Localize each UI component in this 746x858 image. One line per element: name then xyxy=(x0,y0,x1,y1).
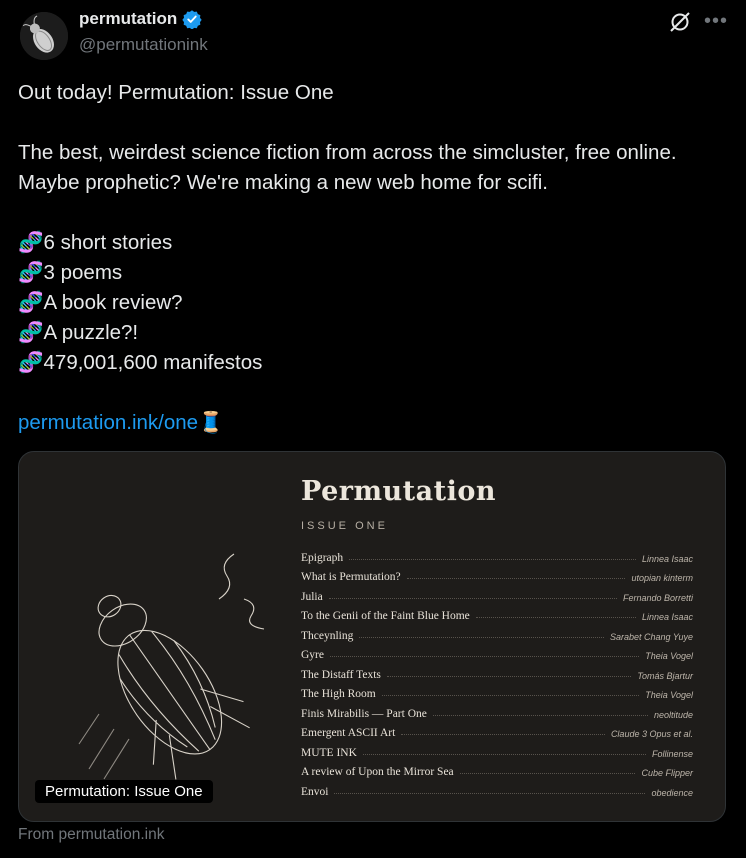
link-source[interactable]: From permutation.ink xyxy=(18,826,165,843)
display-name-text[interactable]: permutation xyxy=(79,9,178,28)
link-line xyxy=(18,408,728,438)
tweet-line: Out today! Permutation: Issue One xyxy=(18,81,334,104)
tweet-link[interactable]: permutation.ink/one xyxy=(18,411,199,434)
toc-row: Emergent ASCII Art Claude 3 Opus et al. xyxy=(301,727,693,739)
verified-badge-icon xyxy=(182,9,202,29)
toc-row: A review of Upon the Mirror Sea Cube Flipper xyxy=(301,766,693,778)
avatar[interactable] xyxy=(20,12,68,60)
dna-icon: 🧬 xyxy=(18,261,44,284)
tweet-header xyxy=(0,0,746,70)
display-name[interactable] xyxy=(79,9,202,29)
dna-icon: 🧬 xyxy=(18,231,44,254)
table-of-contents xyxy=(301,544,693,798)
link-preview-card[interactable] xyxy=(18,451,726,822)
more-options-icon[interactable]: ••• xyxy=(704,10,729,32)
dna-icon: 🧬 xyxy=(18,351,44,374)
toc-row: Gyre Theia Vogel xyxy=(301,649,693,661)
tweet-line: Maybe prophetic? We're making a new web home for scifi. xyxy=(18,171,548,194)
toc-row: What is Permutation? utopian kinterm xyxy=(301,571,693,583)
magazine-subtitle: ISSUE ONE xyxy=(301,520,388,532)
tweet-text xyxy=(18,78,728,438)
bullet-item: 🧬A puzzle?! xyxy=(18,321,139,344)
toc-row: To the Genii of the Faint Blue Home Linnea Isaac xyxy=(301,610,693,622)
toc-row: Thceynling Sarabet Chang Yuye xyxy=(301,629,693,642)
dna-icon: 🧬 xyxy=(18,321,44,344)
tweet-line: The best, weirdest science fiction from across the simcluster, free online. xyxy=(18,141,677,164)
bullet-item: 🧬6 short stories xyxy=(18,231,173,254)
beetle-illustration xyxy=(59,544,279,784)
bullet-item: 🧬A book review? xyxy=(18,291,183,314)
toc-row: Envoi obedience xyxy=(301,785,693,798)
toc-row: Epigraph Linnea Isaac xyxy=(301,551,693,564)
card-caption: Permutation: Issue One xyxy=(35,780,213,803)
toc-row: The Distaff Texts Tomás Bjartur xyxy=(301,668,693,681)
handle[interactable]: @permutationink xyxy=(79,35,208,54)
toc-row: Julia Fernando Borretti xyxy=(301,590,693,603)
bullet-item: 🧬3 poems xyxy=(18,261,123,284)
toc-row: MUTE INK Follinense xyxy=(301,746,693,759)
thread-spool-icon: 🧵 xyxy=(198,411,224,434)
toc-row: Finis Mirabilis — Part One neoltitude xyxy=(301,707,693,720)
toc-row: The High Room Theia Vogel xyxy=(301,688,693,700)
magazine-title: Permutation xyxy=(301,476,497,507)
grok-icon[interactable] xyxy=(669,11,691,33)
dna-icon: 🧬 xyxy=(18,291,44,314)
bullet-item: 🧬479,001,600 manifestos xyxy=(18,351,263,374)
